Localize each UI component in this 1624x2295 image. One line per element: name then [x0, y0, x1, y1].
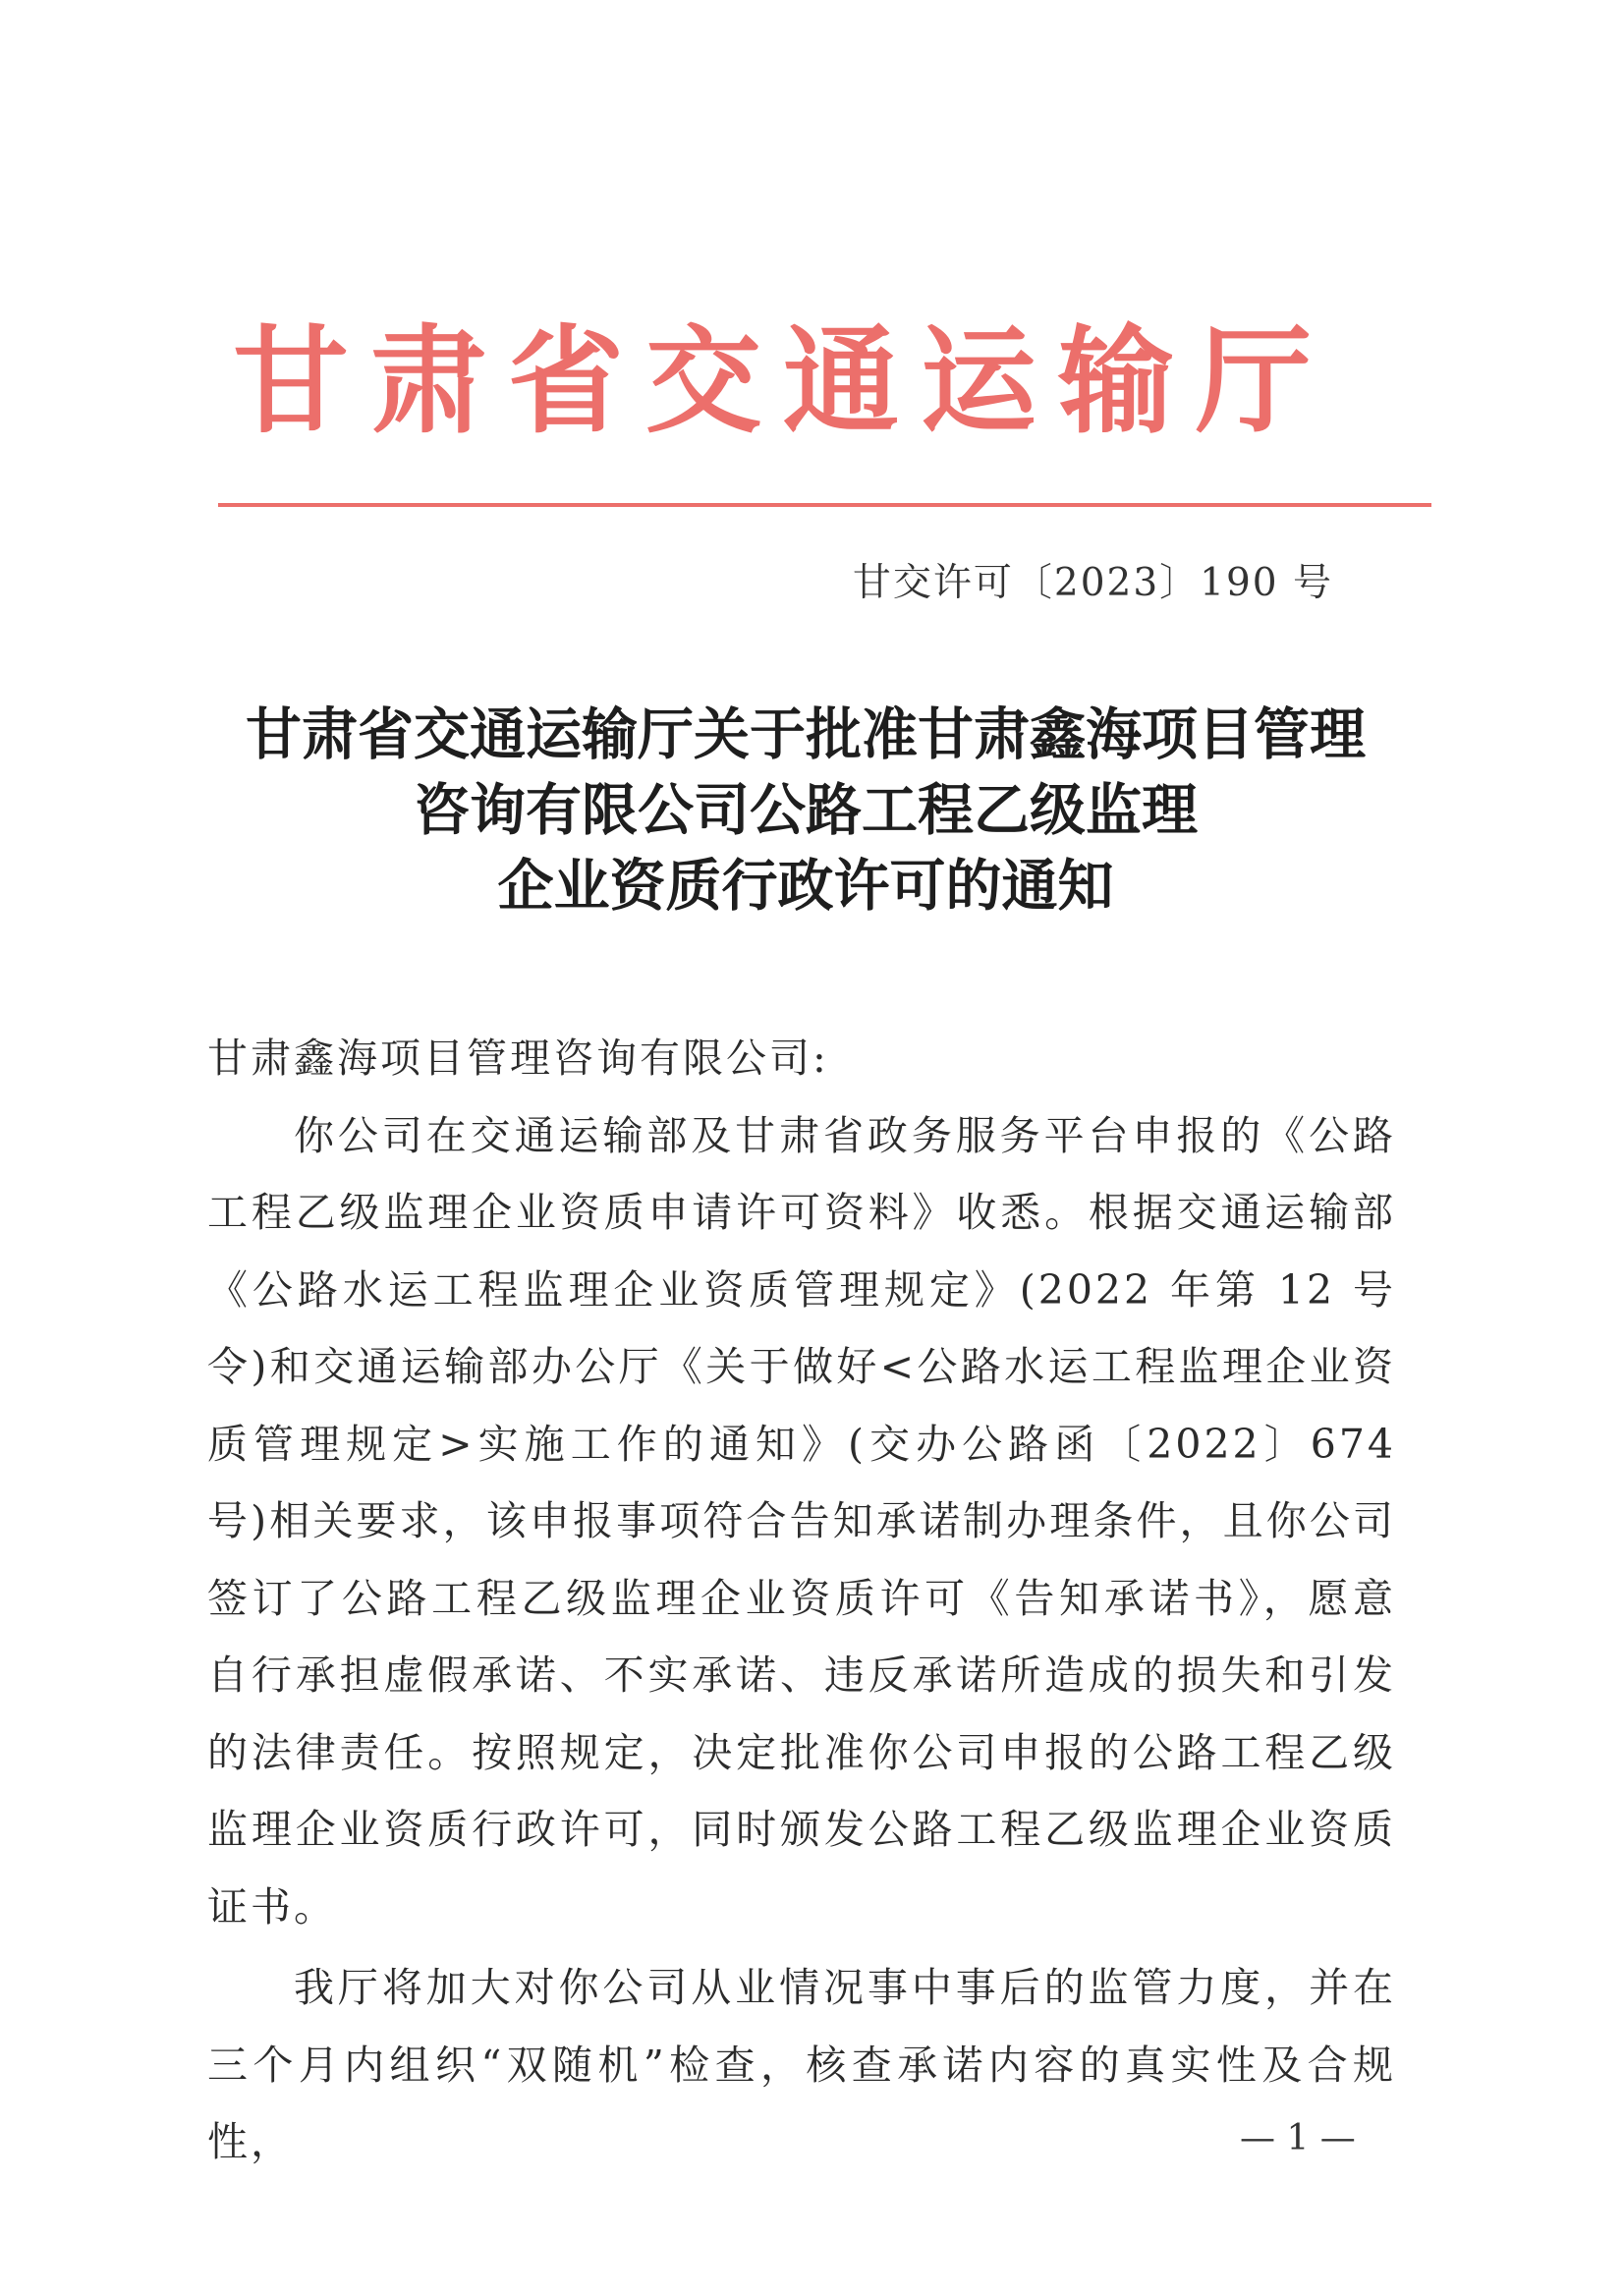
page-number: — 1 —: [1240, 2118, 1356, 2158]
salutation: 甘肃鑫海项目管理咨询有限公司:: [207, 1035, 829, 1082]
issuer-masthead: 甘肃省交通运输厅: [232, 313, 1333, 449]
document-title: [177, 698, 1434, 924]
body-paragraph-1: 你公司在交通运输部及甘肃省政务服务平台申报的《公路工程乙级监理企业资质申请许可资料》收悉。根据交通运输部《公路水运工程监理企业资质管理规定》(2022 年第 12 号令)和交通运输部办公厅《关于做好<公路水运工程监理企业资质管理规定>实施工作的通知》(交办公路函〔2022〕674 号)相关要求，该申报事项符合告知承诺制办理条件，且你公司签订了公路工程乙级监理企业资质许可《告知承诺书》，愿意自行承担虚假承诺、不实承诺、违反承诺所造成的损失和引发的法律责任。按照规定，决定批准你公司申报的公路工程乙级监理企业资质行政许可，同时颁发公路工程乙级监理企业资质证书。: [207, 1111, 1396, 1931]
title-line-1: 甘肃省交通运输厅关于批准甘肃鑫海项目管理: [246, 702, 1366, 767]
title-line-2: 咨询有限公司公路工程乙级监理: [414, 778, 1198, 843]
masthead-red-rule: [218, 503, 1431, 507]
title-line-3: 企业资质行政许可的通知: [497, 854, 1114, 919]
body-paragraph-2: 我厅将加大对你公司从业情况事中事后的监管力度，并在三个月内组织“双随机”检查，核查承诺内容的真实性及合规性，: [207, 1964, 1396, 2165]
document-body: [207, 1020, 1396, 2181]
document-number: 甘交许可〔2023〕190 号: [852, 561, 1333, 605]
